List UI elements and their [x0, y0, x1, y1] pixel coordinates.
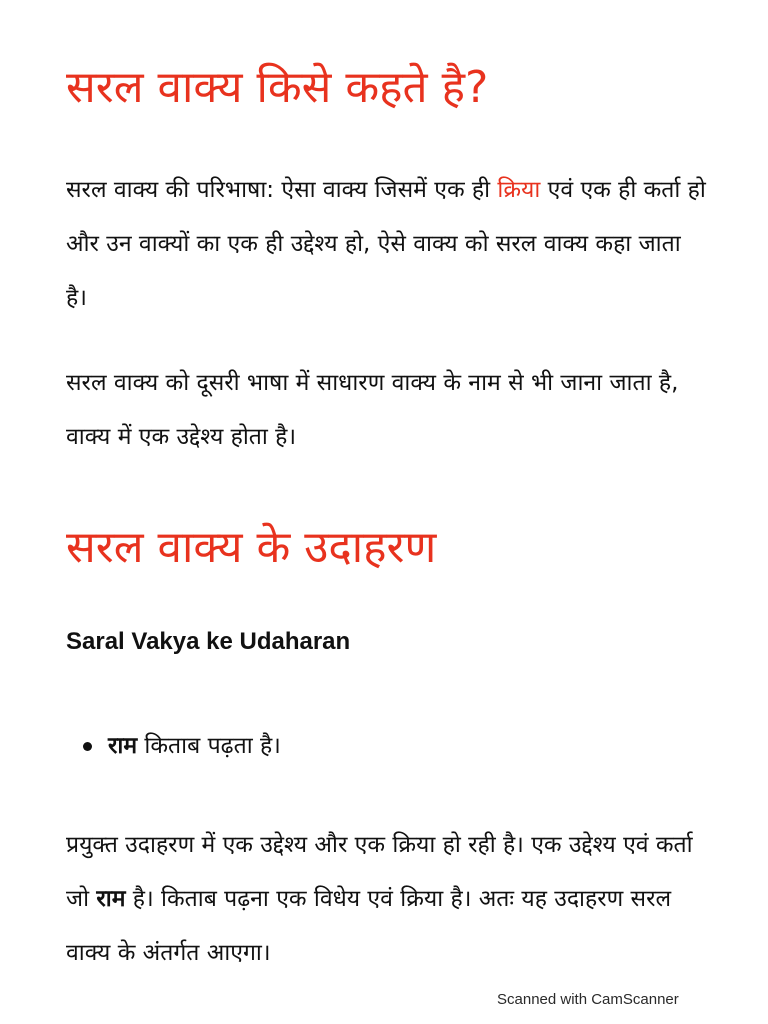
definition-text-end: एवं एक ही कर्ता हो और उन वाक्यों का एक ही उद्देश्य हो, ऐसे वाक्य को सरल वाक्य कहा जाता है।: [66, 177, 706, 311]
kriya-link[interactable]: क्रिया: [497, 177, 541, 203]
list-item: [66, 722, 281, 770]
explanation-paragraph: [66, 818, 716, 980]
explanation-subject: राम: [96, 886, 126, 912]
explanation-text-start: प्रयुक्त उदाहरण में एक उद्देश्य और एक क्रिया हो रही है। एक उद्देश्य एवं कर्ता जो: [66, 832, 693, 912]
subheading-saral-vakya-examples: Saral Vakya ke Udaharan: [66, 628, 351, 655]
heading-examples: सरल वाक्य के उदाहरण: [66, 522, 437, 573]
bullet-icon: [83, 742, 92, 751]
example-list: [66, 722, 281, 770]
example-text: किताब पढ़ता है।: [137, 733, 281, 759]
alternate-name-paragraph: सरल वाक्य को दूसरी भाषा में साधारण वाक्य के नाम से भी जाना जाता है, वाक्य में एक उद्देश्य होता है।: [66, 370, 679, 450]
example-subject: राम: [108, 733, 138, 759]
definition-text-start: सरल वाक्य की परिभाषा: ऐसा वाक्य जिसमें एक ही: [66, 177, 498, 203]
camscanner-watermark: Scanned with CamScanner: [497, 991, 679, 1008]
explanation-text-end: है। किताब पढ़ना एक विधेय एवं क्रिया है। अतः यह उदाहरण सरल वाक्य के अंतर्गत आएगा।: [66, 886, 672, 966]
heading-what-is-simple-sentence: सरल वाक्य किसे कहते है?: [66, 62, 489, 113]
definition-paragraph: [66, 163, 706, 325]
